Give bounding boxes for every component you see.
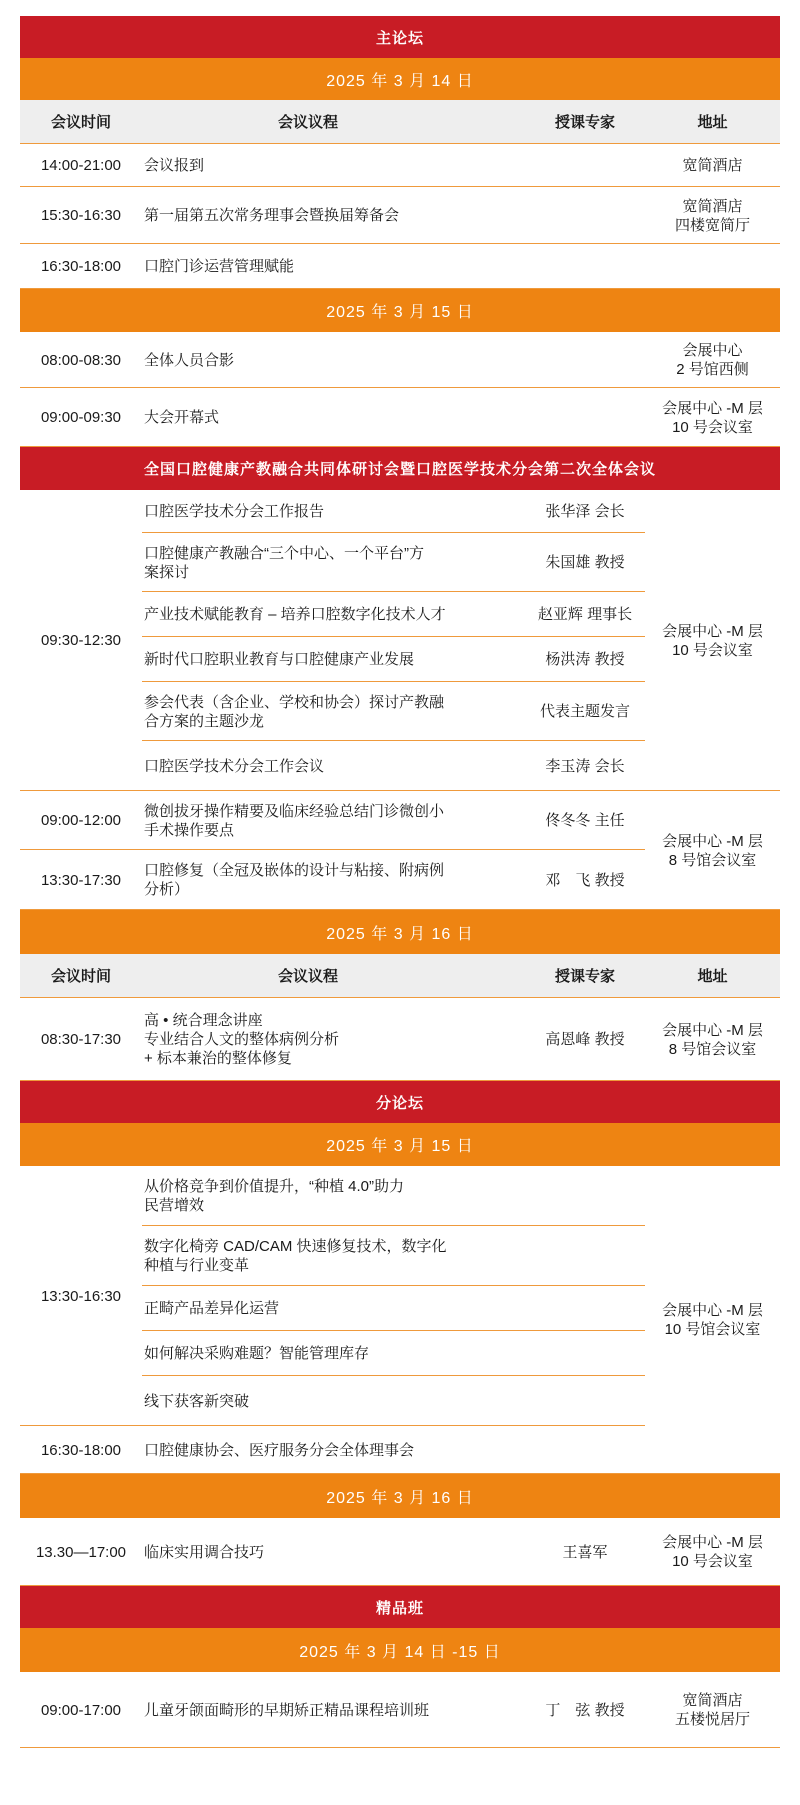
- schedule-row: [20, 388, 780, 447]
- col-header-topic: 会议议程: [277, 967, 338, 985]
- session-venue: 会展中心 -M 层 10 号会议室: [662, 399, 763, 436]
- date-banner: [20, 1123, 780, 1166]
- session-time: 16:30-18:00: [40, 1441, 122, 1459]
- session-topic: 参会代表（含企业、学校和协会）探讨产教融 合方案的主题沙龙: [144, 693, 445, 730]
- session-expert: 邓 飞 教授: [545, 871, 625, 889]
- column-header-row: [20, 100, 780, 144]
- date-banner: [20, 1628, 780, 1672]
- section-title: 主论坛: [375, 29, 424, 47]
- session-time: 13:30-16:30: [40, 1287, 122, 1305]
- session-venue: 宽简酒店: [682, 157, 743, 174]
- session-expert: 赵亚辉 理事长: [537, 606, 633, 623]
- section-title: 分论坛: [375, 1094, 424, 1112]
- session-topic: 口腔门诊运营管理赋能: [144, 258, 295, 275]
- session-topic: 线下获客新突破: [144, 1392, 250, 1410]
- section-banner: [20, 447, 780, 490]
- session-venue: 会展中心 2 号馆西侧: [676, 342, 749, 378]
- session-topic: 儿童牙颌面畸形的早期矫正精品课程培训班: [144, 1701, 430, 1719]
- session-time: 16:30-18:00: [40, 258, 122, 275]
- row-divider: [20, 1585, 780, 1586]
- session-time: 13.30—17:00: [35, 1543, 127, 1561]
- schedule-row: [20, 332, 780, 388]
- session-time: 15:30-16:30: [40, 207, 122, 224]
- col-header-venue: 地址: [697, 967, 728, 985]
- session-time: 09:30-12:30: [40, 632, 122, 649]
- section-banner: [20, 1586, 780, 1628]
- schedule-row: [20, 998, 780, 1081]
- session-topic: 第一届第五次常务理事会暨换届筹备会: [144, 207, 400, 224]
- session-expert: 朱国雄 教授: [545, 554, 625, 571]
- session-venue: 会展中心 -M 层 10 号馆会议室: [662, 1302, 763, 1338]
- session-expert: 佟冬冬 主任: [545, 812, 625, 829]
- session-time: 09:00-12:00: [40, 812, 122, 829]
- section-title: 全国口腔健康产教融合共同体研讨会暨口腔医学技术分会第二次全体会议: [143, 461, 656, 478]
- date-title: 2025 年 3 月 16 日: [326, 925, 474, 943]
- session-topic: 如何解决采购难题？智能管理库存: [144, 1345, 370, 1362]
- session-group: [20, 1166, 780, 1426]
- session-topic: 口腔医学技术分会工作报告: [144, 503, 325, 520]
- session-topic: 全体人员合影: [144, 351, 235, 369]
- session-topic: 口腔医学技术分会工作会议: [144, 757, 325, 775]
- session-topic: 正畸产品差异化运营: [144, 1300, 280, 1317]
- session-topic: 新时代口腔职业教育与口腔健康产业发展: [144, 651, 415, 668]
- date-banner: [20, 58, 780, 100]
- session-group: [20, 490, 780, 791]
- session-time: 08:00-08:30: [40, 351, 122, 369]
- schedule-row: [20, 1672, 780, 1748]
- schedule-row: [20, 1518, 780, 1586]
- session-expert: 王喜军: [562, 1543, 608, 1561]
- schedule-row: [20, 187, 780, 244]
- date-title: 2025 年 3 月 14 日: [326, 72, 474, 90]
- session-topic: 微创拔牙操作精要及临床经验总结门诊微创小 手术操作要点: [144, 802, 445, 839]
- row-divider: [20, 1080, 780, 1081]
- row-divider: [20, 288, 780, 289]
- session-venue: 会展中心 -M 层 8 号馆会议室: [662, 1021, 763, 1058]
- session-topic: 产业技术赋能教育 – 培养口腔数字化技术人才: [144, 606, 446, 623]
- section-title: 精品班: [375, 1599, 424, 1617]
- session-topic: 临床实用调合技巧: [144, 1543, 265, 1561]
- session-topic: 口腔健康产教融合“三个中心、一个平台”方 案探讨: [144, 544, 424, 581]
- col-header-time: 会议时间: [50, 967, 111, 985]
- session-venue: 会展中心 -M 层 10 号会议室: [662, 622, 763, 659]
- session-time: 13:30-17:30: [40, 871, 122, 889]
- date-title: 2025 年 3 月 15 日: [326, 1138, 474, 1155]
- date-title: 2025 年 3 月 14 日 -15 日: [299, 1643, 501, 1661]
- session-venue: 会展中心 -M 层 10 号会议室: [662, 1534, 763, 1570]
- session-expert: 杨洪涛 教授: [545, 651, 625, 668]
- section-banner: [20, 1081, 780, 1123]
- session-group: [20, 791, 780, 910]
- session-topic: 会议报到: [144, 157, 205, 174]
- col-header-time: 会议时间: [50, 113, 111, 131]
- session-topic: 数字化椅旁 CAD/CAM 快速修复技术，数字化 种植与行业变革: [144, 1238, 447, 1274]
- row-divider: [20, 1747, 780, 1748]
- session-topic: 口腔健康协会、医疗服务分会全体理事会: [144, 1441, 415, 1459]
- date-banner: [20, 910, 780, 954]
- col-header-expert: 授课专家: [554, 113, 615, 131]
- col-header-expert: 授课专家: [554, 967, 615, 985]
- session-venue: 宽简酒店 四楼宽简厅: [674, 197, 750, 234]
- session-topic: 高 • 统合理念讲座 专业结合人文的整体病例分析 + 标本兼治的整体修复: [144, 1012, 340, 1067]
- session-time: 14:00-21:00: [40, 157, 122, 174]
- date-title: 2025 年 3 月 16 日: [326, 1489, 474, 1507]
- session-venue: 会展中心 -M 层 8 号馆会议室: [662, 832, 763, 869]
- col-header-venue: 地址: [697, 113, 728, 131]
- session-expert: 李玉涛 会长: [545, 757, 625, 775]
- session-expert: 高恩峰 教授: [545, 1031, 625, 1048]
- date-banner: [20, 289, 780, 332]
- session-expert: 张华泽 会长: [545, 503, 625, 520]
- schedule-row: [20, 244, 780, 289]
- session-time: 09:00-17:00: [40, 1701, 122, 1719]
- session-time: 09:00-09:30: [40, 409, 122, 426]
- session-topic: 从价格竞争到价值提升，“种植 4.0”助力 民营增效: [144, 1178, 405, 1214]
- col-header-topic: 会议议程: [277, 113, 338, 131]
- row-divider: [20, 446, 780, 447]
- session-expert: 代表主题发言: [539, 703, 630, 720]
- session-venue: 宽简酒店 五楼悦居厅: [674, 1692, 750, 1728]
- session-expert: 丁 弦 教授: [545, 1701, 625, 1719]
- column-header-row: [20, 954, 780, 998]
- date-banner: [20, 1474, 780, 1518]
- date-title: 2025 年 3 月 15 日: [326, 304, 474, 321]
- session-topic: 大会开幕式: [144, 409, 220, 426]
- session-topic: 口腔修复（全冠及嵌体的设计与粘接、附病例 分析）: [144, 862, 445, 898]
- section-banner: [20, 16, 780, 58]
- schedule-table: [20, 16, 780, 1748]
- session-time: 08:30-17:30: [40, 1031, 122, 1048]
- schedule-row: [20, 144, 780, 187]
